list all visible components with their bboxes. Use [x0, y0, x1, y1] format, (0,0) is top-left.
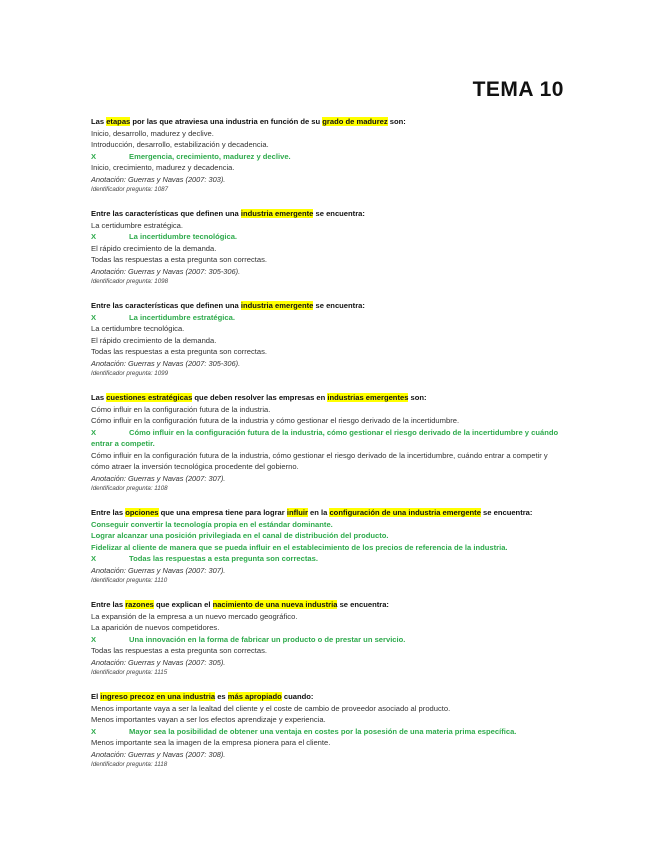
stem-text: se encuentra:	[337, 600, 389, 609]
stem-text: se encuentra:	[480, 508, 533, 517]
answer-option: Cómo influir en la configuración futura de la industria.	[91, 404, 271, 414]
question-stem	[91, 507, 566, 519]
highlighted-term: influir	[286, 508, 308, 517]
question-1098	[91, 208, 566, 286]
question-stem	[91, 300, 566, 312]
highlighted-term: industria emergente	[240, 209, 314, 218]
stem-text: Entre las	[91, 600, 126, 609]
question-stem	[91, 599, 566, 611]
answer-option: Menos importantes vayan a ser los efectos aprendizaje y experiencia.	[91, 715, 326, 724]
correct-mark: X	[91, 232, 97, 241]
stem-text: son:	[387, 117, 406, 126]
stem-text: es	[215, 692, 228, 701]
correct-option: Conseguir convertir la tecnología propia en el estándar dominante.	[91, 519, 333, 529]
answer-option: La certidumbre tecnológica.	[91, 324, 185, 333]
correct-answer-text: Cómo influir en la configuración futura de la industria, cómo gestionar el riesgo derivado de la incertidumbre y cuándo entrar a competir.	[91, 427, 559, 448]
question-stem	[91, 208, 566, 220]
correct-answer-text: Emergencia, crecimiento, madurez y declive.	[129, 151, 291, 161]
annotation: Anotación: Guerras y Navas (2007: 307).	[91, 473, 226, 483]
question-identifier: Identificador pregunta: 1087	[91, 185, 169, 193]
correct-answer	[91, 634, 566, 646]
stem-text: se encuentra:	[313, 301, 365, 310]
annotation: Anotación: Guerras y Navas (2007: 308).	[91, 749, 226, 759]
highlighted-term: opciones	[125, 508, 159, 517]
question-1099	[91, 300, 566, 378]
answer-option: Introducción, desarrollo, estabilización y decadencia.	[91, 140, 269, 149]
annotation: Anotación: Guerras y Navas (2007: 307).	[91, 565, 226, 575]
correct-mark: X	[91, 312, 97, 322]
question-stem	[91, 691, 566, 703]
annotation: Anotación: Guerras y Navas (2007: 303).	[91, 174, 226, 184]
correct-mark: X	[91, 554, 97, 563]
stem-text: por las que atraviesa una industria en función de su	[130, 117, 323, 126]
question-identifier: Identificador pregunta: 1115	[91, 668, 168, 676]
correct-answer	[91, 312, 566, 324]
correct-mark: X	[91, 151, 97, 161]
answer-option: Cómo influir en la configuración futura de la industria y cómo gestionar el riesgo derivado de la incertidumbre.	[91, 416, 460, 425]
stem-text: Entre las	[91, 508, 126, 517]
answer-option: Inicio, desarrollo, madurez y declive.	[91, 128, 214, 138]
stem-text: Entre las características que definen una	[91, 301, 241, 310]
question-identifier: Identificador pregunta: 1108	[91, 484, 168, 492]
answer-option: Todas las respuestas a esta pregunta son correctas.	[91, 646, 268, 655]
correct-answer-text: Mayor sea la posibilidad de obtener una ventaja en costes por la posesión de una materia prima específica.	[129, 726, 517, 736]
correct-answer	[91, 726, 566, 738]
correct-answer	[91, 553, 566, 565]
highlighted-term: industrias emergentes	[327, 393, 409, 402]
stem-text: El	[91, 692, 101, 701]
correct-answer-text: Todas las respuestas a esta pregunta son correctas.	[129, 554, 318, 563]
stem-text: Las	[91, 117, 107, 126]
stem-text: son:	[408, 393, 427, 402]
correct-option: Lograr alcanzar una posición privilegiada en el canal de distribución del producto.	[91, 531, 389, 540]
answer-option: La expansión de la empresa a un nuevo mercado geográfico.	[91, 611, 298, 621]
correct-mark: X	[91, 634, 97, 644]
answer-option: Menos importante vaya a ser la lealtad del cliente y el coste de cambio de proveedor asociado al producto.	[91, 703, 451, 713]
answer-option: La aparición de nuevos competidores.	[91, 623, 220, 632]
answer-option: El rápido crecimiento de la demanda.	[91, 335, 217, 345]
correct-option: Fidelizar al cliente de manera que se pueda influir en el establecimiento de los precios de referencia de la industria.	[91, 542, 508, 552]
question-stem	[91, 116, 566, 128]
highlighted-term: ingreso precoz en una industria	[100, 692, 216, 701]
highlighted-term: nacimiento de una nueva industria	[212, 600, 338, 609]
question-1087	[91, 116, 566, 194]
question-identifier: Identificador pregunta: 1098	[91, 277, 169, 285]
answer-option: El rápido crecimiento de la demanda.	[91, 243, 217, 253]
answer-option: Todas las respuestas a esta pregunta son correctas.	[91, 255, 268, 264]
highlighted-term: grado de madurez	[322, 117, 388, 126]
answer-option: La certidumbre estratégica.	[91, 220, 184, 230]
question-list	[91, 116, 566, 783]
stem-text: que deben resolver las empresas en	[192, 393, 328, 402]
correct-answer-text: La incertidumbre tecnológica.	[129, 232, 238, 241]
document-title: TEMA 10	[472, 78, 564, 101]
correct-answer	[91, 231, 566, 243]
question-identifier: Identificador pregunta: 1099	[91, 369, 169, 377]
answer-option: Menos importante sea la imagen de la empresa pionera para el cliente.	[91, 738, 331, 747]
stem-text: que una empresa tiene para lograr	[158, 508, 287, 517]
correct-answer-text: La incertidumbre estratégica.	[129, 312, 235, 322]
answer-option: Inicio, crecimiento, madurez y decadencia.	[91, 163, 235, 172]
question-1118	[91, 691, 566, 769]
answer-option: Cómo influir en la configuración futura de la industria, cómo gestionar el riesgo derivado de la incertidumbre, cuándo entrar a competir y cómo atraer la inversión tecnológica procedente del gobierno.	[91, 450, 548, 471]
correct-answer	[91, 151, 566, 163]
annotation: Anotación: Guerras y Navas (2007: 305-306).	[91, 266, 241, 276]
correct-mark: X	[91, 726, 97, 736]
question-1110	[91, 507, 566, 585]
highlighted-term: cuestiones estratégicas	[106, 393, 193, 402]
highlighted-term: etapas	[106, 117, 131, 126]
question-stem	[91, 392, 566, 404]
annotation: Anotación: Guerras y Navas (2007: 305).	[91, 657, 226, 667]
stem-text: cuando:	[281, 692, 314, 701]
stem-text: Las	[91, 393, 107, 402]
answer-option: Todas las respuestas a esta pregunta son correctas.	[91, 347, 268, 356]
stem-text: se encuentra:	[313, 209, 365, 218]
correct-answer-text: Una innovación en la forma de fabricar un producto o de prestar un servicio.	[129, 634, 406, 644]
question-1115	[91, 599, 566, 677]
highlighted-term: más apropiado	[227, 692, 282, 701]
stem-text: que explican el	[153, 600, 213, 609]
correct-mark: X	[91, 427, 97, 437]
correct-answer	[91, 427, 566, 450]
highlighted-term: configuración de una industria emergente	[329, 508, 481, 517]
question-1108	[91, 392, 566, 493]
highlighted-term: razones	[125, 600, 154, 609]
question-identifier: Identificador pregunta: 1118	[91, 760, 168, 768]
stem-text: Entre las características que definen una	[91, 209, 241, 218]
annotation: Anotación: Guerras y Navas (2007: 305-306).	[91, 358, 241, 368]
question-identifier: Identificador pregunta: 1110	[91, 576, 168, 584]
highlighted-term: industria emergente	[240, 301, 314, 310]
stem-text: en la	[307, 508, 330, 517]
